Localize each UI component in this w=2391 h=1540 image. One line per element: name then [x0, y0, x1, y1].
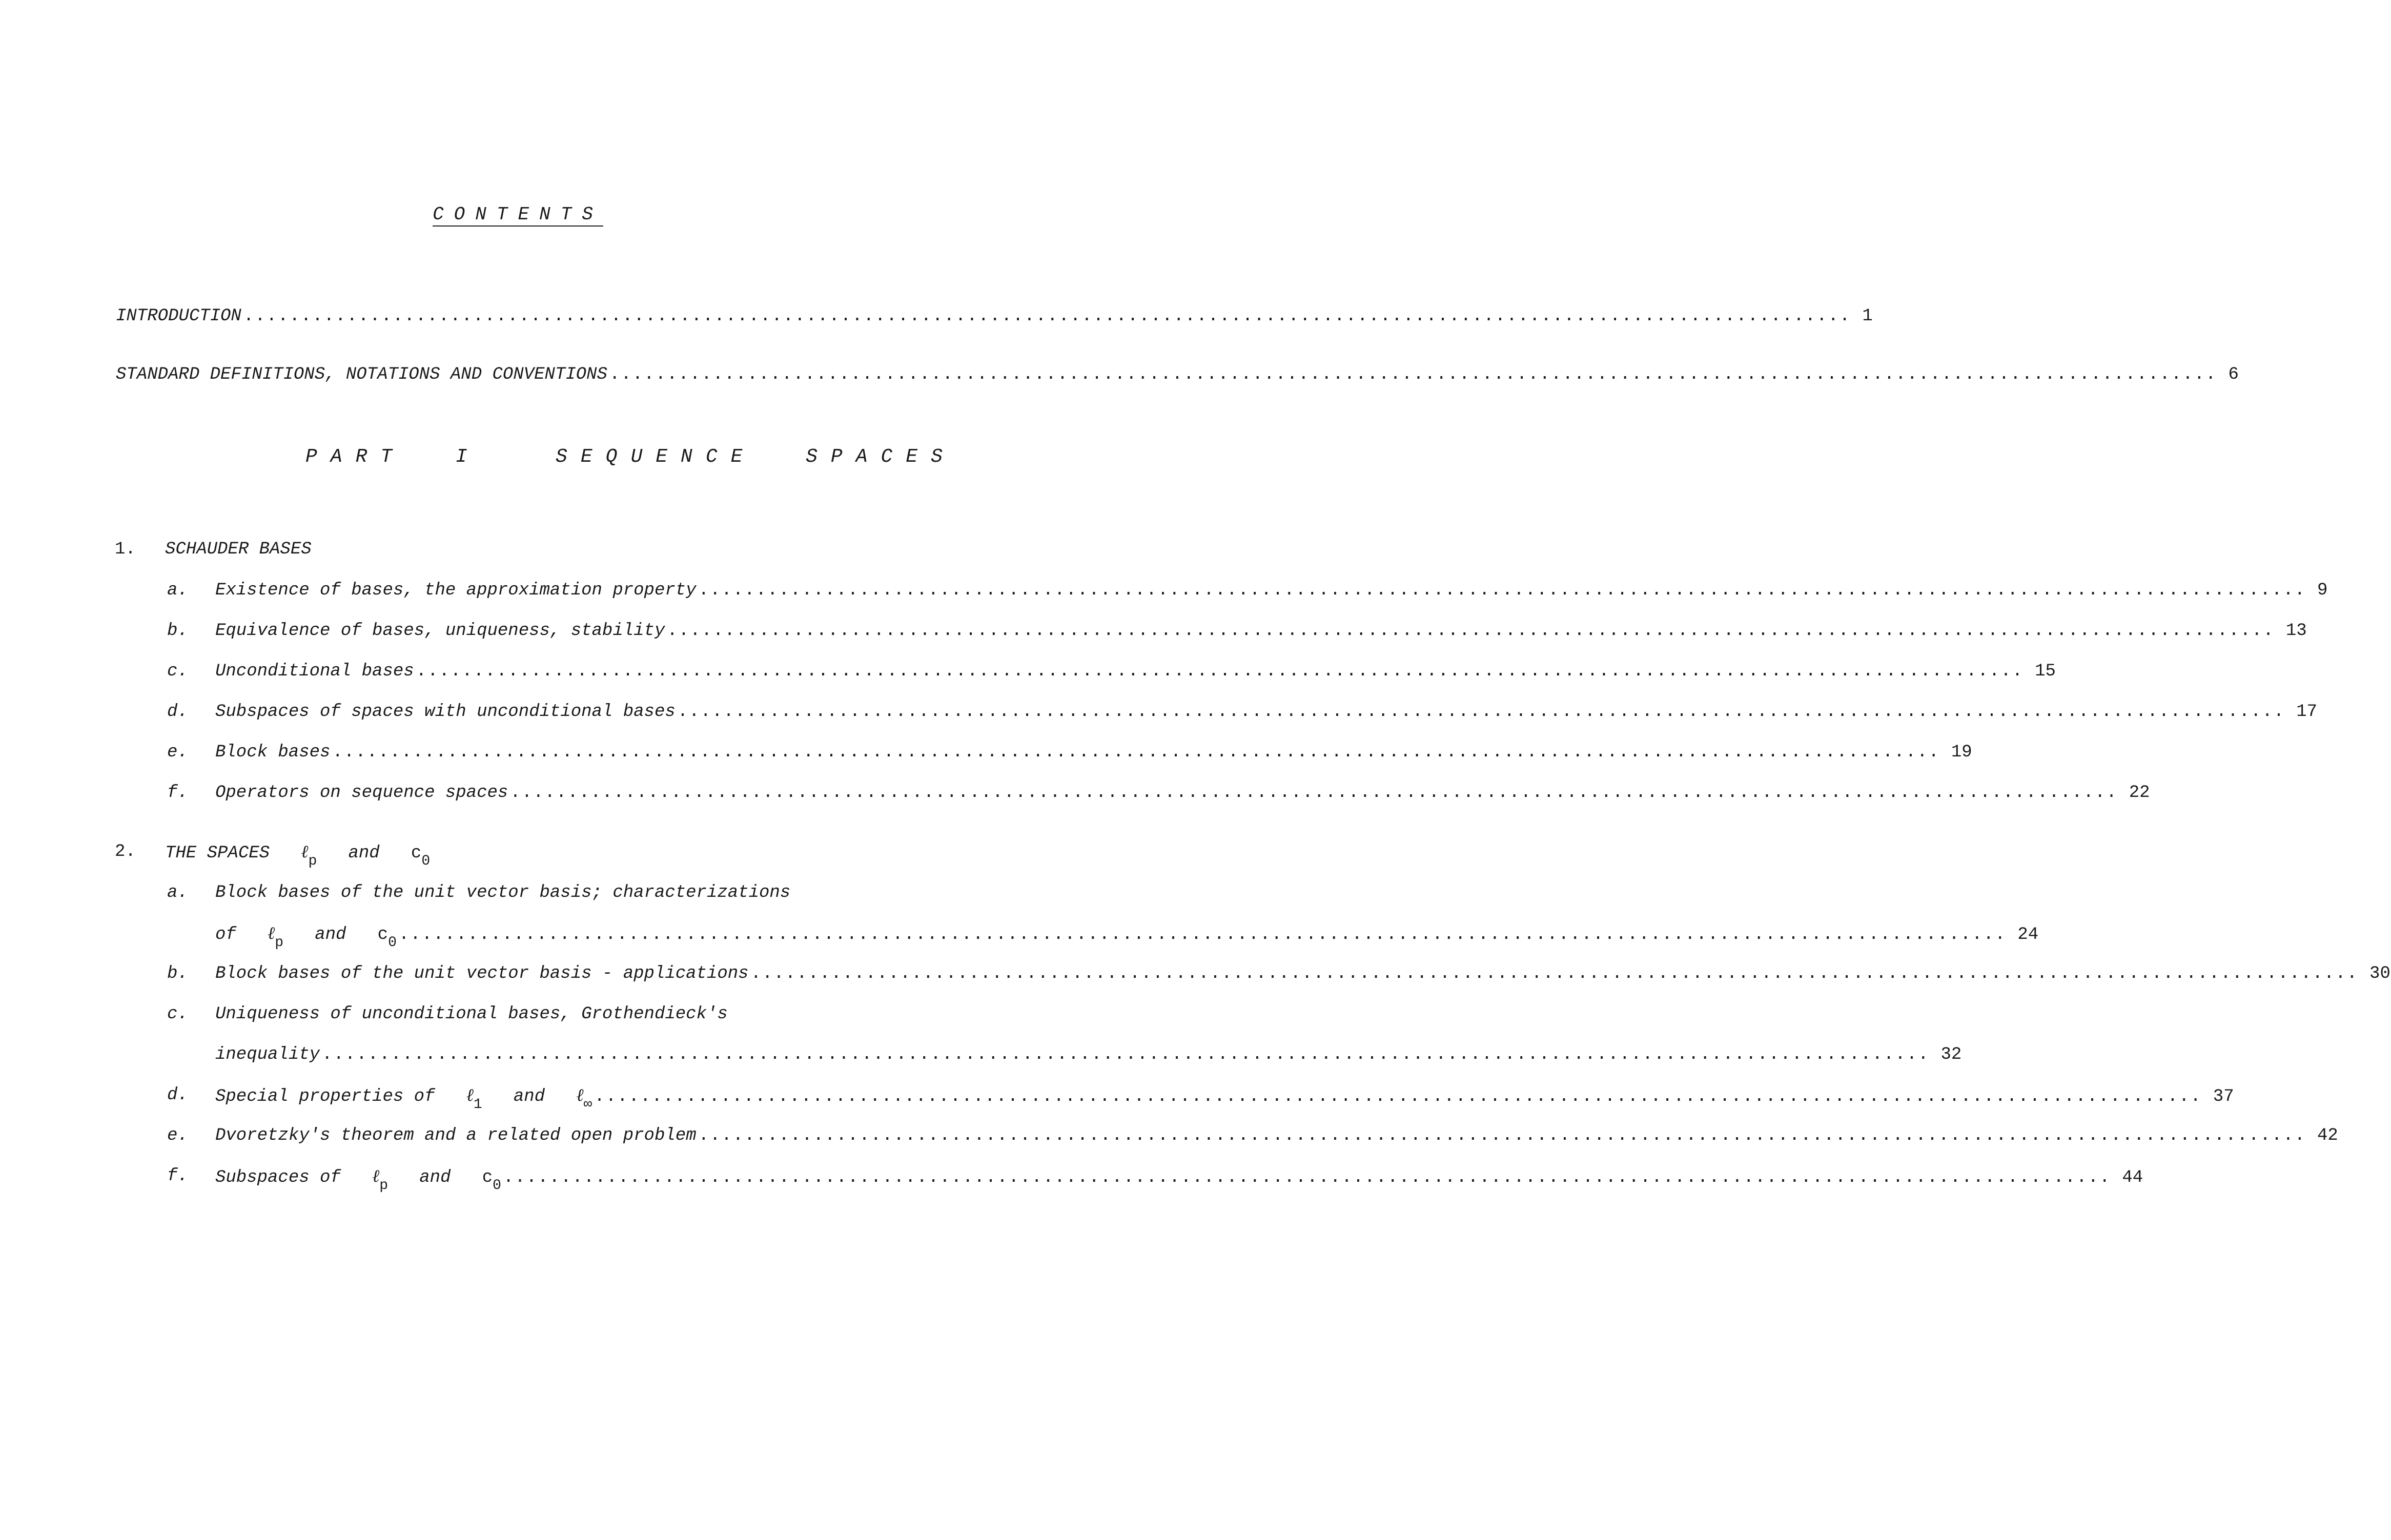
- leader-dots: ............................................................................................................................................: [609, 365, 2217, 384]
- subscript: 0: [388, 935, 397, 951]
- section-letter: d.: [167, 702, 188, 722]
- leader-dots: ............................................................................................................................................: [398, 925, 2007, 944]
- ell-symbol: ℓ: [466, 1085, 474, 1105]
- toc-entry-2c-line1[interactable]: Uniqueness of unconditional bases, Grothendieck's: [215, 1004, 728, 1024]
- leader-dots: ............................................................................................................................................: [750, 964, 2359, 983]
- leader-dots: ............................................................................................................................................: [594, 1087, 2202, 1106]
- toc-entry-2a[interactable]: [215, 923, 2039, 951]
- leader-dots: ............................................................................................................................................: [677, 702, 2285, 722]
- section-letter: f.: [167, 783, 188, 803]
- toc-page-number: 42: [2317, 1126, 2338, 1145]
- toc-page-number: 9: [2317, 581, 2328, 600]
- toc-entry-label: inequality: [215, 1045, 320, 1064]
- ell-symbol: ℓ: [372, 1166, 380, 1186]
- toc-entry-standard-definitions[interactable]: [116, 365, 2239, 384]
- section-letter: c.: [167, 1004, 188, 1024]
- section-text: Special properties of: [215, 1087, 435, 1106]
- toc-entry-2f[interactable]: [215, 1166, 2143, 1194]
- subscript: p: [379, 1178, 389, 1194]
- section-text: Subspaces of: [215, 1168, 341, 1187]
- toc-entry-label: STANDARD DEFINITIONS, NOTATIONS AND CONVENTIONS: [116, 365, 607, 384]
- subscript: 0: [493, 1178, 501, 1194]
- page-title: CONTENTS: [433, 204, 603, 225]
- toc-entry-2e[interactable]: [215, 1126, 2338, 1145]
- subscript: 1: [473, 1097, 482, 1113]
- toc-page-number: 37: [2213, 1087, 2234, 1106]
- leader-dots: ............................................................................................................................................: [332, 743, 1940, 762]
- toc-entry-1a[interactable]: [215, 581, 2328, 600]
- section-letter: a.: [167, 581, 188, 600]
- ell-symbol: ℓ: [576, 1085, 584, 1105]
- ell-symbol: ℓ: [301, 841, 309, 862]
- toc-entry-label: Unconditional bases: [215, 662, 414, 681]
- toc-entry-1d[interactable]: [215, 702, 2318, 722]
- toc-entry-label: [215, 1086, 592, 1112]
- toc-entry-label: Dvoretzky's theorem and a related open problem: [215, 1126, 697, 1145]
- section-letter: e.: [167, 1126, 188, 1145]
- section-letter: b.: [167, 621, 188, 641]
- leader-dots: ............................................................................................................................................: [698, 1126, 2306, 1145]
- section-letter: c.: [167, 662, 188, 681]
- c-symbol: c: [377, 925, 389, 944]
- section-letter: f.: [167, 1166, 188, 1186]
- toc-page-number: 17: [2296, 702, 2318, 722]
- section-letter: d.: [167, 1085, 188, 1105]
- toc-page-number: 6: [2228, 365, 2239, 384]
- c-symbol: c: [411, 844, 422, 863]
- leader-dots: ............................................................................................................................................: [503, 1168, 2111, 1187]
- section-letter: e.: [167, 743, 188, 762]
- toc-entry-2a-line1[interactable]: Block bases of the unit vector basis; characterizations: [215, 883, 791, 902]
- part-heading: PART I SEQUENCE SPACES: [305, 446, 956, 468]
- toc-page-number: 22: [2129, 783, 2150, 803]
- toc-entry-label: Block bases: [215, 743, 331, 762]
- toc-page-number: 19: [1951, 743, 1972, 762]
- subscript: p: [308, 853, 317, 869]
- toc-entry-label: Equivalence of bases, uniqueness, stability: [215, 621, 665, 641]
- toc-entry-label: Block bases of the unit vector basis - applications: [215, 964, 749, 983]
- leader-dots: ............................................................................................................................................: [667, 621, 2275, 641]
- leader-dots: ............................................................................................................................................: [510, 783, 2118, 803]
- leader-dots: ............................................................................................................................................: [322, 1045, 1930, 1064]
- toc-page-number: 13: [2285, 621, 2307, 641]
- toc-entry-2d[interactable]: [215, 1085, 2234, 1113]
- c-symbol: c: [482, 1168, 493, 1187]
- toc-page-number: 44: [2122, 1168, 2143, 1187]
- chapter-number: 2.: [115, 842, 136, 861]
- toc-entry-label: Existence of bases, the approximation property: [215, 581, 697, 600]
- toc-page-number: 15: [2035, 662, 2056, 681]
- of-word: of: [215, 925, 236, 944]
- toc-page-number: 24: [2017, 925, 2039, 944]
- toc-entry-label: INTRODUCTION: [116, 306, 241, 326]
- toc-entry-1c[interactable]: [215, 662, 2056, 681]
- subscript: p: [275, 935, 284, 951]
- toc-entry-label: Subspaces of spaces with unconditional bases: [215, 702, 676, 722]
- section-letter: b.: [167, 964, 188, 983]
- toc-page-number: 30: [2369, 964, 2390, 983]
- toc-entry-label: [215, 1167, 501, 1193]
- and-word: and: [348, 844, 380, 863]
- toc-entry-1b[interactable]: [215, 621, 2307, 641]
- leader-dots: ............................................................................................................................................: [243, 306, 1851, 326]
- and-word: and: [315, 925, 346, 944]
- subscript: 0: [421, 853, 431, 869]
- chapter-title-text: THE SPACES: [165, 844, 270, 863]
- chapter-title[interactable]: [165, 843, 430, 869]
- section-letter: a.: [167, 883, 188, 902]
- and-word: and: [513, 1087, 545, 1106]
- toc-entry-2b[interactable]: [215, 964, 2390, 983]
- ell-symbol: ℓ: [268, 923, 275, 943]
- toc-page-number: 32: [1940, 1045, 1962, 1064]
- toc-page-number: 1: [1862, 306, 1873, 326]
- chapter-number: 1.: [115, 540, 136, 559]
- and-word: and: [419, 1168, 451, 1187]
- toc-entry-1e[interactable]: [215, 743, 1972, 762]
- leader-dots: ............................................................................................................................................: [416, 662, 2024, 681]
- toc-entry-2c[interactable]: [215, 1045, 1962, 1064]
- toc-entry-label: Operators on sequence spaces: [215, 783, 508, 803]
- toc-entry-label: [215, 925, 397, 950]
- subscript: ∞: [583, 1097, 592, 1113]
- toc-entry-introduction[interactable]: [116, 306, 1873, 326]
- leader-dots: ............................................................................................................................................: [698, 581, 2306, 600]
- chapter-title[interactable]: SCHAUDER BASES: [165, 540, 312, 559]
- toc-entry-1f[interactable]: [215, 783, 2150, 803]
